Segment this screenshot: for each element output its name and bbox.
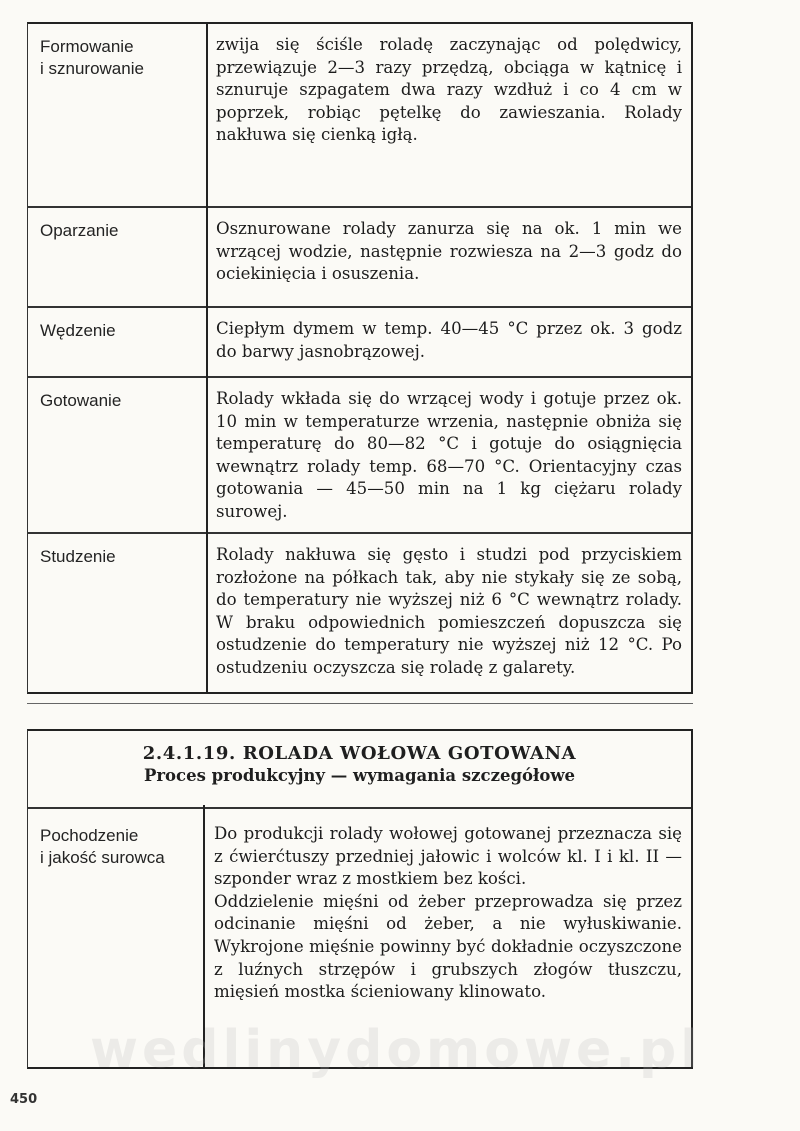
specification-table xyxy=(27,729,693,1069)
row-text xyxy=(214,823,682,1004)
table-row xyxy=(28,378,691,534)
page-number: 450 xyxy=(10,1092,38,1107)
table-row xyxy=(28,24,691,208)
divider xyxy=(27,703,693,704)
column-divider xyxy=(206,22,208,694)
process-table xyxy=(27,22,693,694)
row-label: Pochodzenie i jakość surowca xyxy=(40,826,165,867)
table-row xyxy=(28,308,691,378)
section-title: 2.4.1.19. ROLADA WOŁOWA GOTOWANA xyxy=(142,743,577,764)
row-text: Osznurowane rolady zanurza się na ok. 1 min we wrzącej wodzie, następnie rozwiesza na 2—3 godz do ociekinięcia i osuszenia. xyxy=(216,219,682,284)
row-label: Gotowanie xyxy=(40,391,122,410)
row-text: zwija się ściśle roladę zaczynając od polędwicy, przewiązuje 2—3 razy przędzą, obciąga w kątnicę i sznuruje szpagatem dwa razy wzdłuż i co 4 cm w poprzek, robiąc pętelkę do zawieszania. Rolady nakłuwa się cienką igłą. xyxy=(216,35,682,145)
row-label: Formowanie i sznurowanie xyxy=(40,37,144,78)
section-subtitle: Proces produkcyjny — wymagania szczegółowe xyxy=(143,766,576,785)
row-label: Wędzenie xyxy=(40,321,116,340)
table-row xyxy=(28,208,691,308)
row-text: Rolady nakłuwa się gęsto i studzi pod przyciskiem rozłożone na półkach tak, aby nie stykały się ze sobą, do temperatury nie wyższej niż 6 °C wewnątrz rolady. W braku odpowiednich pomieszczeń dopuszcza się ostudzenie do temperatury nie wyższej niż 12 °C. Po ostudzeniu oczyszcza się roladę z galarety. xyxy=(216,545,682,677)
row-text: Rolady wkłada się do wrzącej wody i gotuje przez ok. 10 min w temperaturze wrzenia, następnie obniża się temperaturę do 80—82 °C i gotuje do osiągnięcia wewnątrz rolady temp. 68—70 °C. Orientacyjny czas gotowania — 45—50 min na 1 kg ciężaru rolady surowej. xyxy=(216,389,682,521)
watermark: wedlinydomowe.pl xyxy=(90,1020,703,1080)
row-text: Ciepłym dymem w temp. 40—45 °C przez ok. 3 godz do barwy jasnobrązowej. xyxy=(216,319,682,361)
table-row xyxy=(28,534,691,694)
row-label: Oparzanie xyxy=(40,221,119,240)
table-header xyxy=(28,731,691,809)
row-label: Studzenie xyxy=(40,547,116,566)
paragraph: Oddzielenie mięśni od żeber przeprowadza się przez odcinanie mięśni od żeber, a nie wyłuskiwanie. Wykrojone mięśnie powinny być dokładnie oczyszczone z luźnych strzępów i grubszych złogów tłuszczu, mięsień mostka ścieniowany klinowato. xyxy=(214,891,682,1002)
paragraph: Do produkcji rolady wołowej gotowanej przeznacza się z ćwierćtuszy przedniej jałowic i wolców kl. I i kl. II — szponder wraz z mostkiem bez kości. xyxy=(214,824,682,889)
